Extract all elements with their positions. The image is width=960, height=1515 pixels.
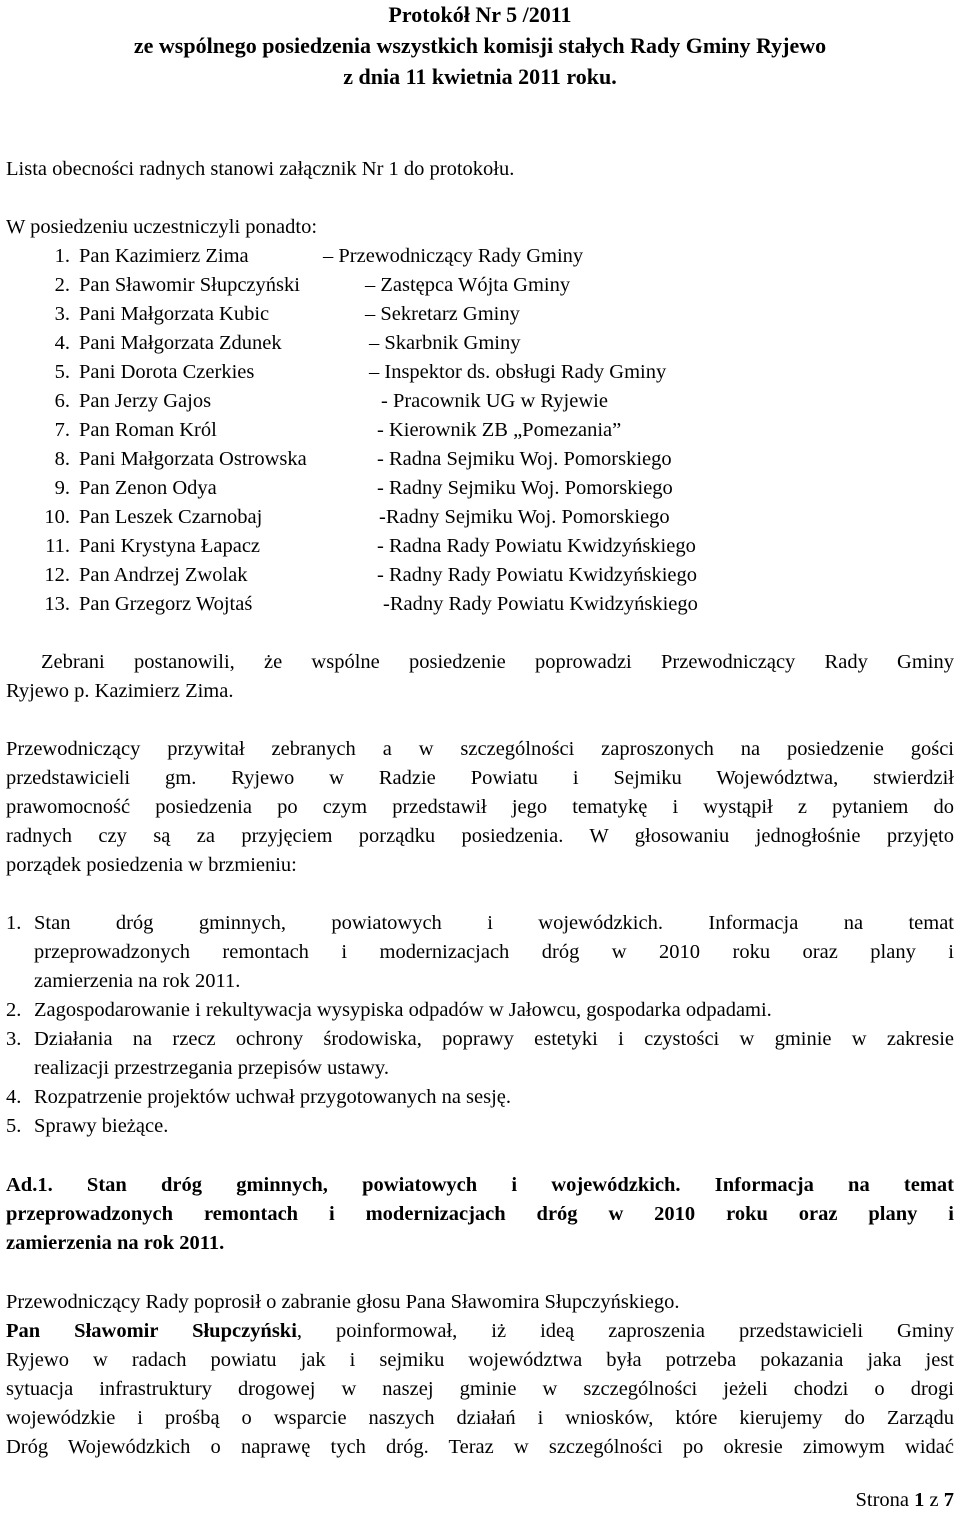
- paragraph-line: radnych czy są za przyjęciem porządku posiedzenia. W głosowaniu jednogłośnie przyjęto: [6, 825, 954, 847]
- list-item: [0, 387, 960, 416]
- paragraph-line: Przewodniczący przywitał zebranych a w szczególności zaproszonych na posiedzenie gości: [6, 738, 954, 760]
- protocol-title: Protokół Nr 5 /2011: [388, 2, 572, 27]
- participant-name: Pan Jerzy Gajos: [79, 390, 212, 412]
- participant-role: - Radna Sejmiku Woj. Pomorskiego: [377, 448, 672, 470]
- list-item: [0, 590, 960, 619]
- participant-role: -Radny Sejmiku Woj. Pomorskiego: [379, 506, 670, 528]
- list-item: [6, 1083, 954, 1112]
- list-item-number: 4.: [6, 1086, 22, 1108]
- paragraph-line: Działania na rzecz ochrony środowiska, poprawy estetyki i czystości w gminie w zakresie: [34, 1028, 954, 1050]
- heading-line: Ad.1. Stan dróg gminnych, powiatowych i wojewódzkich. Informacja na temat: [6, 1174, 954, 1196]
- list-item-number: 5.: [6, 1115, 22, 1137]
- paragraph-line: Zebrani postanowili, że wspólne posiedzenie poprowadzi Przewodniczący Rady Gminy: [41, 651, 954, 673]
- list-item-number: 3.: [6, 1028, 22, 1050]
- participant-role: – Przewodniczący Rady Gminy: [323, 245, 584, 267]
- list-item-number: 12.: [44, 564, 70, 586]
- list-item-number: 6.: [54, 390, 70, 412]
- page-number: [855, 1486, 954, 1515]
- list-item-number: 1.: [6, 912, 22, 934]
- protocol-date: z dnia 11 kwietnia 2011 roku.: [343, 64, 617, 89]
- list-item: [6, 1025, 954, 1083]
- list-item: [6, 1112, 954, 1141]
- list-item: [0, 358, 960, 387]
- total-pages: 7: [943, 1489, 954, 1511]
- participant-role: - Pracownik UG w Ryjewie: [381, 390, 608, 412]
- paragraph-line: prawomocność posiedzenia po czym przedstawił jego tematykę i wystąpił z pytaniem do: [6, 796, 954, 818]
- list-item-number: 5.: [54, 361, 70, 383]
- participant-role: – Inspektor ds. obsługi Rady Gminy: [369, 361, 667, 383]
- request-paragraph: Przewodniczący Rady poprosił o zabranie głosu Pana Sławomira Słupczyńskiego.: [6, 1291, 680, 1313]
- section-heading: [6, 1171, 954, 1258]
- paragraph-line: Dróg Wojewódzkich o naprawę tych dróg. Teraz w szczególności po okresie zimowym widać: [6, 1436, 954, 1458]
- paragraph-line: Ryjewo w radach powiatu jak i sejmiku województwa była potrzeba pokazania jaka jest: [6, 1349, 954, 1371]
- welcome-paragraph: [6, 735, 954, 880]
- participant-name: Pan Andrzej Zwolak: [79, 564, 248, 586]
- current-page: 1: [914, 1489, 925, 1511]
- list-item-number: 9.: [54, 477, 70, 499]
- paragraph-line: zamierzenia na rok 2011.: [34, 970, 241, 992]
- list-item: [0, 561, 960, 590]
- agenda-item-text: [34, 1083, 954, 1112]
- heading-line: zamierzenia na rok 2011.: [6, 1232, 225, 1254]
- list-item-number: 13.: [44, 593, 70, 615]
- participant-role: - Radny Rady Powiatu Kwidzyńskiego: [377, 564, 697, 586]
- list-item: [0, 416, 960, 445]
- list-item-number: 7.: [54, 419, 70, 441]
- agenda-item-text: [34, 1025, 954, 1083]
- page-separator: z: [929, 1489, 939, 1511]
- paragraph-line: Rozpatrzenie projektów uchwał przygotowanych na sesję.: [34, 1086, 512, 1108]
- list-item: [6, 909, 954, 996]
- paragraph-line: Ryjewo p. Kazimierz Zima.: [6, 680, 234, 702]
- participant-name: Pan Roman Król: [79, 419, 217, 441]
- paragraph-line: przedstawicieli gm. Ryjewo w Radzie Powiatu i Sejmiku Województwa, stwierdził: [6, 767, 954, 789]
- list-item: [0, 503, 960, 532]
- paragraph-line: porządek posiedzenia w brzmieniu:: [6, 854, 297, 876]
- list-item: [6, 996, 954, 1025]
- list-item: [0, 271, 960, 300]
- paragraph-line: [6, 1317, 954, 1346]
- participant-name: Pan Kazimierz Zima: [79, 245, 249, 267]
- paragraph-line: sytuacja infrastruktury drogowej w naszej gminie w szczególności jeżeli chodzi o drogi: [6, 1378, 954, 1400]
- list-item: [0, 300, 960, 329]
- attendance-note: Lista obecności radnych stanowi załącznik Nr 1 do protokołu.: [6, 158, 515, 180]
- agenda-item-text: [34, 1112, 954, 1141]
- speech-paragraph: [6, 1317, 954, 1462]
- paragraph-line: wojewódzkie i prośbą o wsparcie naszych działań i wniosków, które kierujemy do Zarządu: [6, 1407, 954, 1429]
- list-item: [0, 474, 960, 503]
- page-label: Strona: [855, 1489, 910, 1511]
- list-item-number: 1.: [54, 245, 70, 267]
- participant-name: Pan Grzegorz Wojtaś: [79, 593, 253, 615]
- list-item: [0, 242, 960, 271]
- list-item-number: 3.: [54, 303, 70, 325]
- participant-name: Pani Dorota Czerkies: [79, 361, 255, 383]
- participant-name: Pan Sławomir Słupczyński: [79, 274, 300, 296]
- paragraph-line: Sprawy bieżące.: [34, 1115, 169, 1137]
- list-item-number: 2.: [54, 274, 70, 296]
- participant-name: Pani Małgorzata Ostrowska: [79, 448, 307, 470]
- list-item-number: 2.: [6, 999, 22, 1021]
- list-item-number: 4.: [54, 332, 70, 354]
- agenda-item-text: [34, 909, 954, 996]
- paragraph-line: przeprowadzonych remontach i modernizacjach dróg w 2010 roku oraz plany i: [34, 941, 954, 963]
- paragraph-line: realizacji przestrzegania przepisów ustawy.: [34, 1057, 389, 1079]
- paragraph-line: Zagospodarowanie i rekultywacja wysypiska odpadów w Jałowcu, gospodarka odpadami.: [34, 999, 772, 1021]
- chair-paragraph: [6, 648, 954, 706]
- list-item: [0, 329, 960, 358]
- heading-line: przeprowadzonych remontach i modernizacjach dróg w 2010 roku oraz plany i: [6, 1203, 954, 1225]
- participant-role: - Radna Rady Powiatu Kwidzyńskiego: [377, 535, 696, 557]
- participant-role: -Radny Rady Powiatu Kwidzyńskiego: [383, 593, 698, 615]
- participant-name: Pani Krystyna Łapacz: [79, 535, 261, 557]
- participant-role: - Kierownik ZB „Pomezania”: [377, 419, 622, 441]
- protocol-subtitle: ze wspólnego posiedzenia wszystkich komisji stałych Rady Gminy Ryjewo: [133, 33, 827, 58]
- list-item-number: 10.: [44, 506, 70, 528]
- participants-heading: W posiedzeniu uczestniczyli ponadto:: [6, 216, 318, 238]
- paragraph-line: Stan dróg gminnych, powiatowych i wojewódzkich. Informacja na temat: [34, 912, 954, 934]
- participant-name: Pani Małgorzata Kubic: [79, 303, 270, 325]
- participant-name: Pan Zenon Odya: [79, 477, 217, 499]
- participant-role: – Zastępca Wójta Gminy: [365, 274, 571, 296]
- list-item-number: 8.: [54, 448, 70, 470]
- list-item-number: 11.: [45, 535, 70, 557]
- list-item: [0, 445, 960, 474]
- participant-role: - Radny Sejmiku Woj. Pomorskiego: [377, 477, 673, 499]
- speech-text: , poinformował, iż ideą zaproszenia przedstawicieli Gminy: [296, 1320, 954, 1342]
- speaker-name: Pan Sławomir Słupczyński: [6, 1320, 297, 1342]
- participant-role: – Skarbnik Gminy: [369, 332, 521, 354]
- agenda-item-text: [34, 996, 954, 1025]
- participant-name: Pan Leszek Czarnobaj: [79, 506, 263, 528]
- participant-role: – Sekretarz Gminy: [365, 303, 520, 325]
- list-item: [0, 532, 960, 561]
- participant-name: Pani Małgorzata Zdunek: [79, 332, 282, 354]
